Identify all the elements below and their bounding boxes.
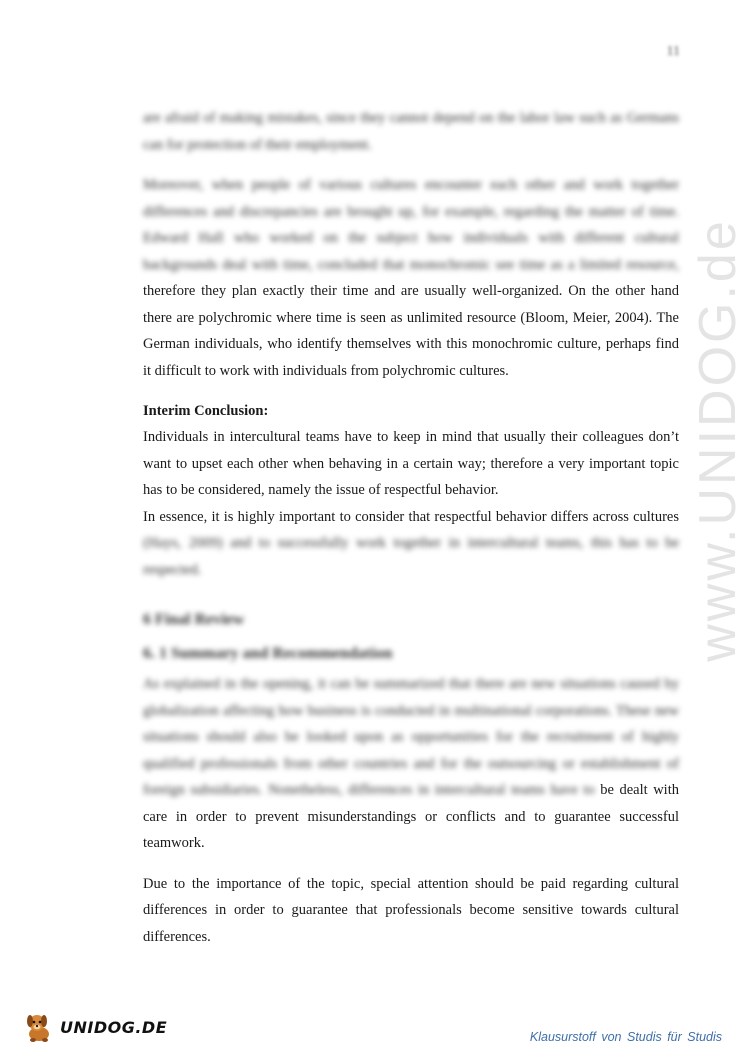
paragraph-3: Individuals in intercultural teams have to keep in mind that usually their colleagues don’t want to upset each other when behaving in a certain way; therefore a very important topic has to be considered, namely the issue of respectful behavior. (143, 429, 679, 498)
section-heading-final-review: 6 Final Review (143, 611, 245, 628)
dog-mascot-icon (22, 1010, 56, 1044)
paragraph-6: Due to the importance of the topic, special attention should be paid regarding cultural differences in order to guarantee that professionals become sensitive towards cultural differences. (143, 875, 679, 945)
paragraph-5 (143, 671, 679, 857)
paragraph-4-clear: In essence, it is highly important to consider that respectful behavior differs across cultures (143, 508, 679, 525)
paragraph-2-clear: therefore they plan exactly their time and are usually well-organized. On the other hand there are polychromic where time is seen as unlimited resource (Bloom, Meier, 2004). The German individuals, who identify themselves with this monochromic culture, perhaps find it difficult to work with individuals from polychromic cultures. (143, 283, 679, 379)
footer-logo[interactable] (22, 1010, 167, 1044)
page-number: 11 (666, 44, 680, 59)
footer-tagline: Klausurstoff von Studis für Studis (529, 1030, 722, 1044)
footer-logo-text: UNIDOG.DE (60, 1017, 168, 1037)
watermark-text: www.UNIDOG.de (689, 218, 747, 662)
paragraph-2 (143, 172, 679, 384)
interim-conclusion-heading: Interim Conclusion: (143, 403, 269, 419)
paragraph-1: are afraid of making mistakes, since they cannot depend on the labor law such as Germans can for protection of their employment. (143, 110, 679, 153)
paragraph-5-clear: be dealt with care in order to prevent misunderstandings or conflicts and to guarantee successful teamwork. (143, 782, 679, 851)
section-heading-summary: 6. 1 Summary and Recommendation (143, 645, 393, 662)
paragraph-5-blurred: As explained in the opening, it can be summarized that there are new situations caused by globalization affecting how business is conducted in multinational corporations. These new situations should also be looked upon as opportunities for the recruitment of highly qualified professionals from other countries and for the outsourcing or establishment of foreign subsidiaries. Nonetheless, differences in intercultural teams have to (143, 676, 679, 798)
paragraph-4-blurred: (Hays, 2009) and to successfully work together in intercultural teams, this has to be respected. (143, 535, 679, 578)
paragraph-2-blurred: Moreover, when people of various cultures encounter each other and work together differences and discrepancies are brought up, for example, regarding the matter of time. Edward Hall who worked on the subject how individuals with different cultural backgrounds deal with time, concluded that monochromic see time as a limited resource, (143, 177, 679, 273)
document-body (143, 105, 679, 950)
paragraph-4 (143, 504, 679, 584)
